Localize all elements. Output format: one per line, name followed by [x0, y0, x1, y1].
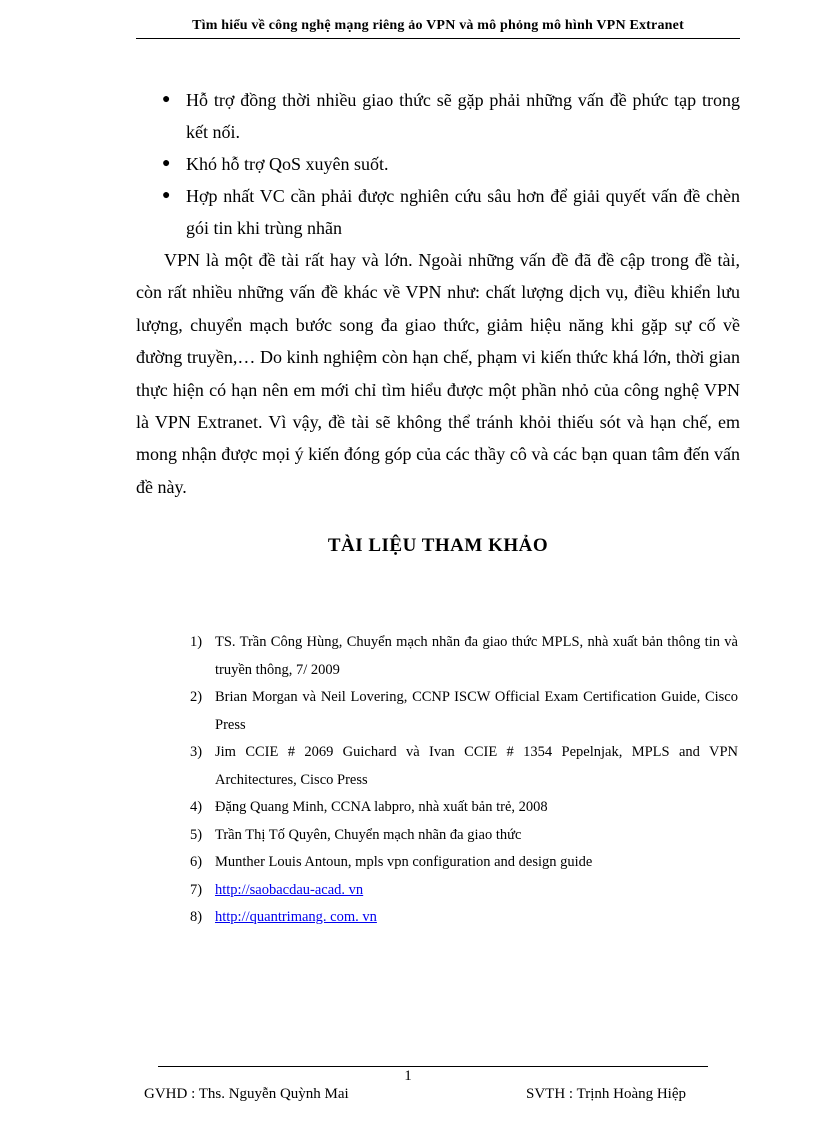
- bullet-item: [160, 148, 740, 180]
- header-rule: [136, 38, 740, 39]
- bullet-text: Hợp nhất VC cần phải được nghiên cứu sâu hơn để giải quyết vấn đề chèn gói tin khi trùng nhãn: [186, 186, 740, 238]
- bullet-icon: ●: [162, 188, 171, 203]
- reference-number: 8): [190, 909, 203, 925]
- reference-number: 2): [190, 689, 203, 705]
- reference-text: Jim CCIE # 2069 Guichard và Ivan CCIE # 1354 Pepelnjak, MPLS and VPN Architectures, Cisco Press: [215, 744, 738, 788]
- reference-number: 6): [190, 854, 203, 870]
- header-title: Tìm hiểu về công nghệ mạng riêng ảo VPN và mô phỏng mô hình VPN Extranet: [192, 18, 684, 33]
- bullet-icon: ●: [162, 92, 171, 107]
- reference-item: [190, 739, 738, 794]
- reference-number: 5): [190, 826, 203, 843]
- reference-text: Trần Thị Tố Quyên, Chuyển mạch nhãn đa giao thức: [215, 826, 522, 843]
- bullet-text: Khó hỗ trợ QoS xuyên suốt.: [186, 154, 389, 174]
- reference-item: [190, 849, 738, 877]
- reference-item: [190, 794, 738, 822]
- reference-text: Đặng Quang Minh, CCNA labpro, nhà xuất bản trẻ, 2008: [215, 799, 548, 815]
- reference-item: [190, 877, 738, 905]
- page-number: 1: [404, 1068, 412, 1084]
- footer-supervisor: GVHD : Ths. Nguyễn Quỳnh Mai: [144, 1086, 349, 1102]
- bullet-item: [160, 84, 740, 148]
- bullet-item: [160, 180, 740, 244]
- body-paragraph: VPN là một đề tài rất hay và lớn. Ngoài những vấn đề đã đề cập trong đề tài, còn rất nhiều những vấn đề khác về VPN như: chất lượng dịch vụ, điều khiển lưu lượng, chuyển mạch bước song đa giao thức, giảm hiệu năng khi gặp sự cố về đường truyền,… Do kinh nghiệm còn hạn chế, phạm vi kiến thức khá lớn, thời gian thực hiện có hạn nên em mới chỉ tìm hiểu được một phần nhỏ của công nghệ VPN là VPN Extranet. Vì vậy, đề tài sẽ không thể tránh khỏi thiếu sót và hạn chế, em mong nhận được mọi ý kiến đóng góp của các thầy cô và các bạn quan tâm đến vấn đề này.: [136, 250, 740, 497]
- reference-text: Brian Morgan và Neil Lovering, CCNP ISCW Official Exam Certification Guide, Cisco Press: [215, 689, 738, 733]
- reference-number: 4): [190, 799, 203, 815]
- bullet-list: [160, 84, 740, 244]
- references-list: [190, 629, 738, 932]
- reference-number: 7): [190, 881, 203, 898]
- footer-rule: [158, 1066, 708, 1067]
- reference-item: [190, 629, 738, 684]
- reference-number: 1): [190, 634, 203, 650]
- footer-student: SVTH : Trịnh Hoàng Hiệp: [526, 1086, 687, 1102]
- bullet-text: Hỗ trợ đồng thời nhiều giao thức sẽ gặp phải những vấn đề phức tạp trong kết nối.: [186, 90, 740, 142]
- reference-item: [190, 904, 738, 932]
- reference-text: TS. Trần Công Hùng, Chuyển mạch nhãn đa giao thức MPLS, nhà xuất bản thông tin và truyền thông, 7/ 2009: [215, 634, 738, 678]
- references-heading: TÀI LIỆU THAM KHẢO: [327, 535, 549, 556]
- reference-text: Munther Louis Antoun, mpls vpn configuration and design guide: [215, 854, 593, 870]
- reference-link-saobacdau[interactable]: http://saobacdau-acad. vn: [215, 881, 364, 898]
- reference-number: 3): [190, 744, 203, 760]
- bullet-icon: ●: [162, 156, 171, 171]
- reference-link-quantrimang[interactable]: http://quantrimang. com. vn: [215, 909, 377, 925]
- reference-item: [190, 822, 738, 850]
- reference-item: [190, 684, 738, 739]
